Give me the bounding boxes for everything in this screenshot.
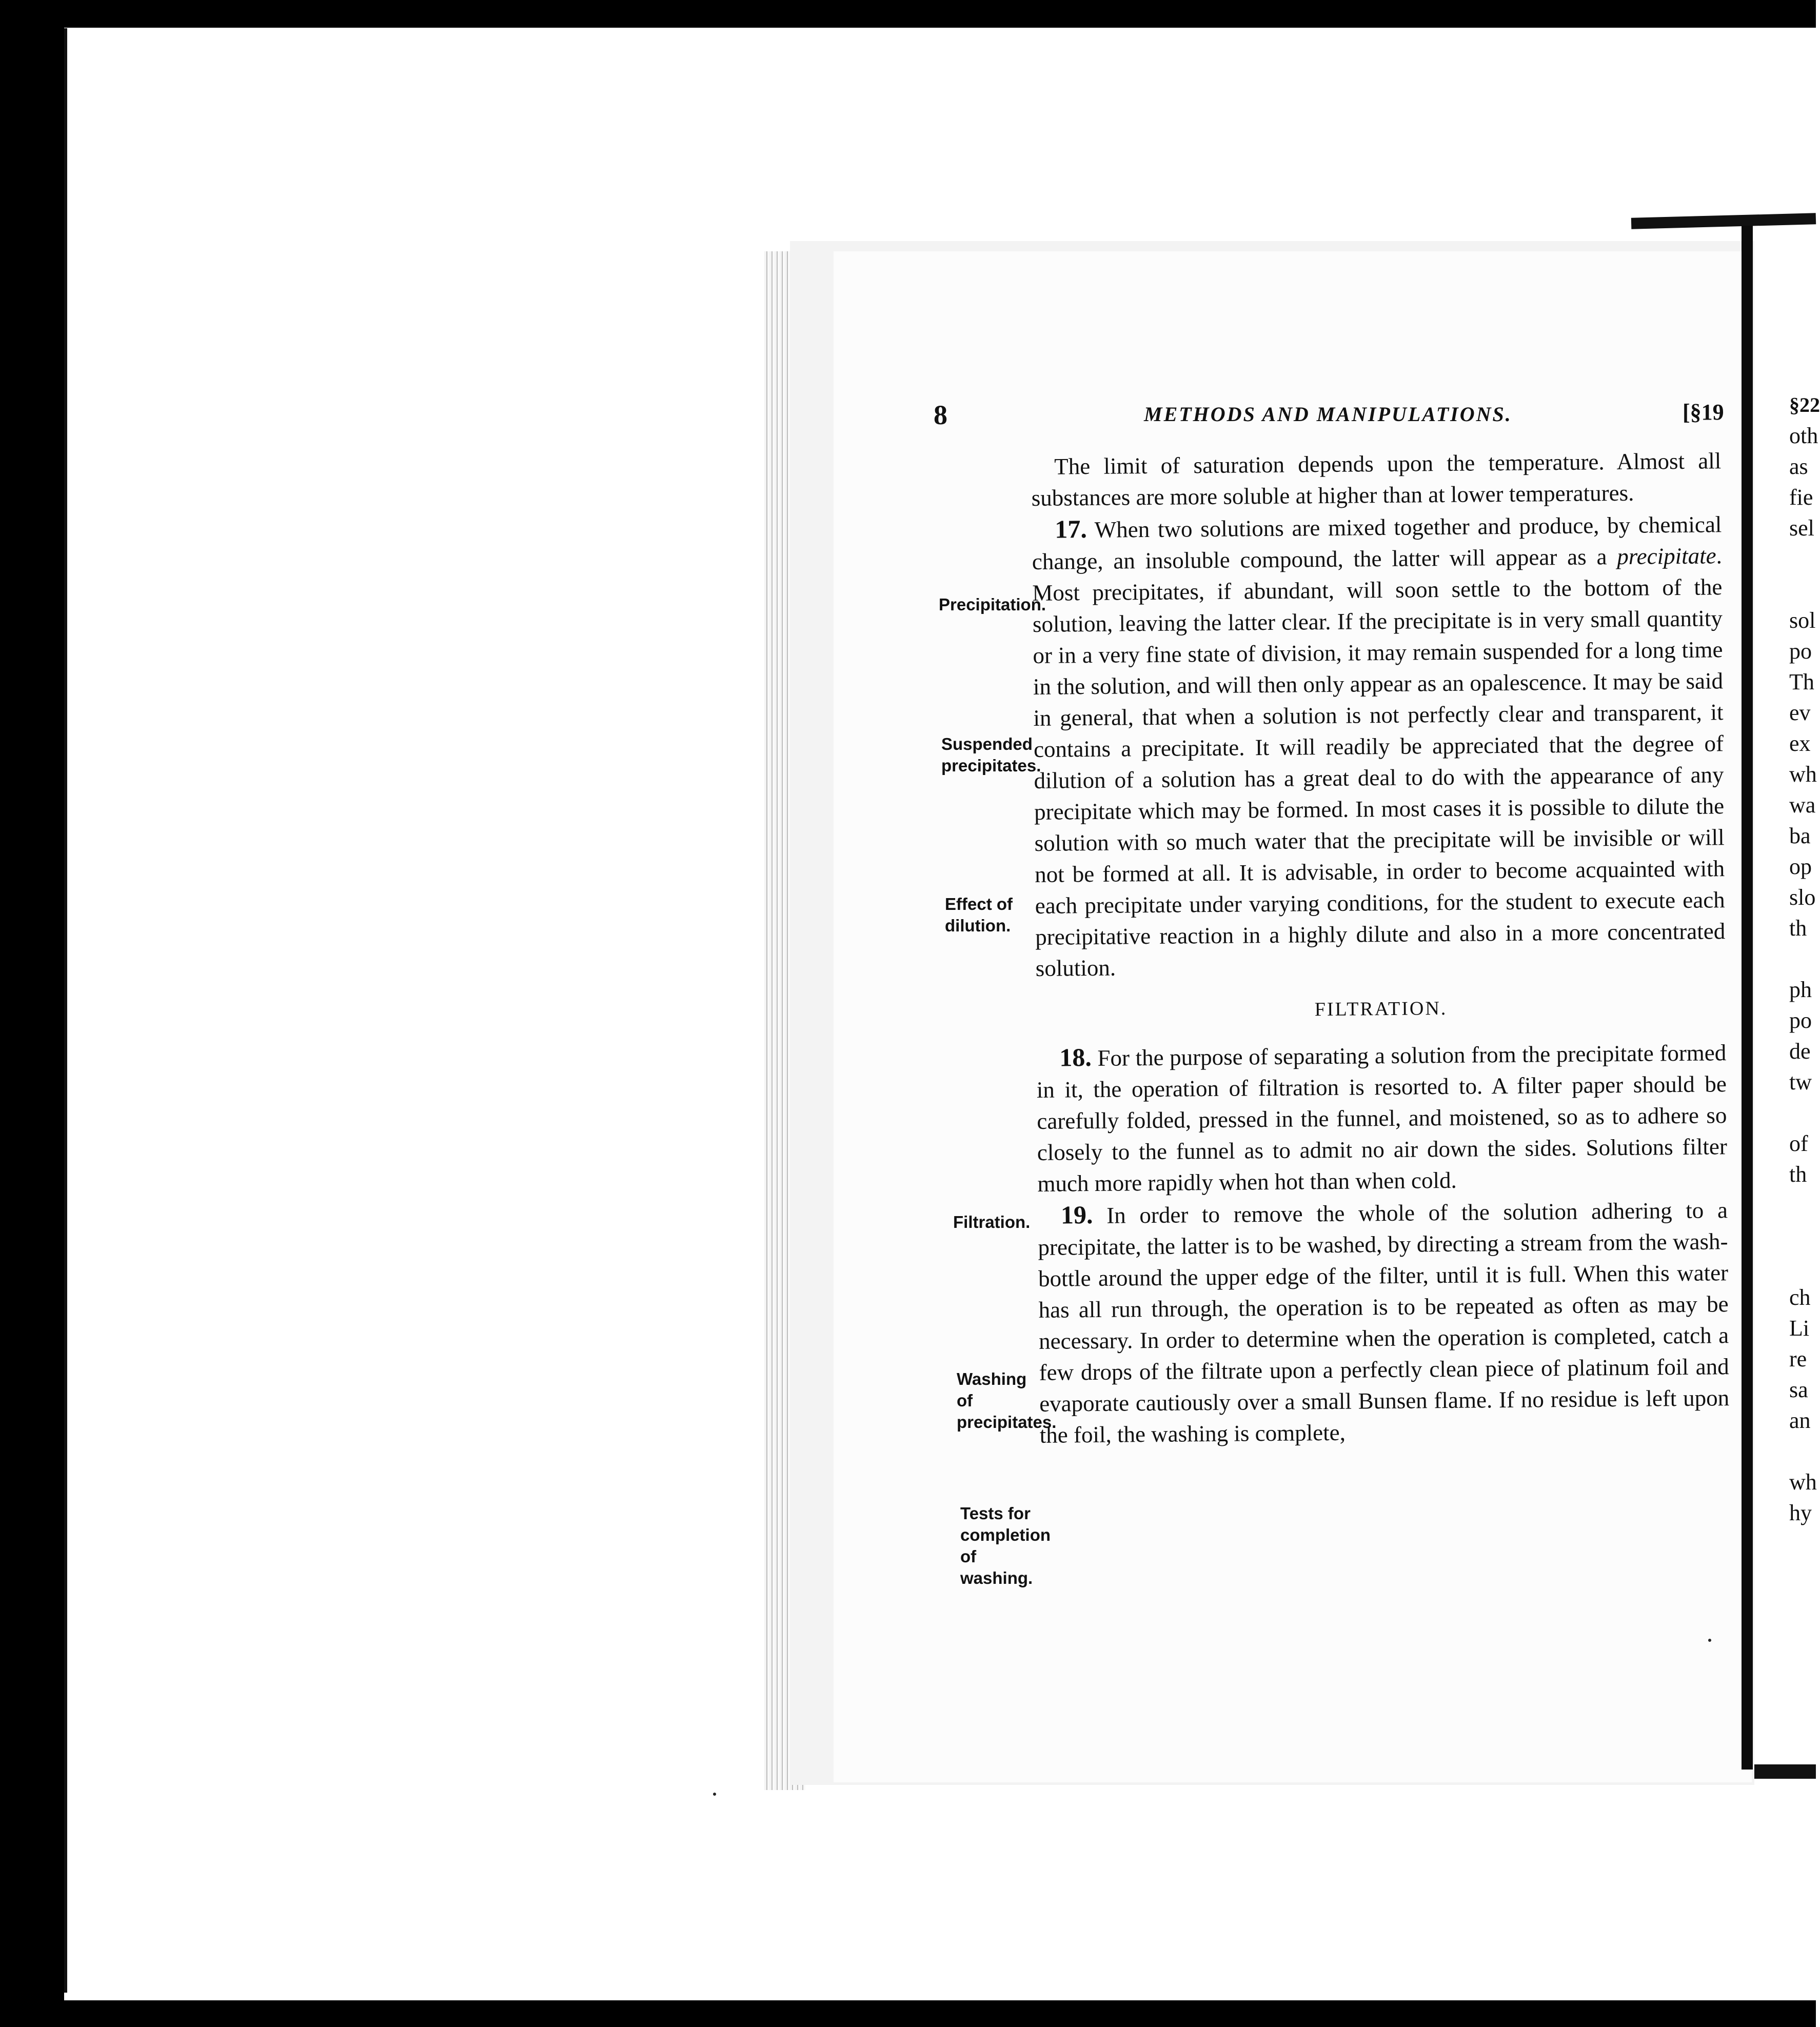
facing-page-line: sel	[1789, 515, 1814, 541]
margin-note-washing: Washing of precipitates.	[957, 1369, 1057, 1432]
section-heading: FILTRATION.	[1314, 997, 1448, 1021]
facing-page-line: re	[1789, 1346, 1807, 1372]
facing-page-line: wa	[1789, 792, 1816, 818]
paragraph-number: 19.	[1060, 1200, 1093, 1229]
facing-page-line: ph	[1789, 977, 1812, 1002]
margin-note-suspended: Suspended precipitates.	[941, 734, 1041, 775]
page-number: 8	[934, 400, 947, 430]
facing-page-line: wh	[1789, 1469, 1817, 1495]
facing-page-line	[1789, 574, 1820, 605]
facing-page-line: Th	[1789, 669, 1814, 694]
facing-page-line: ch	[1789, 1285, 1811, 1310]
facing-page-line: th	[1789, 1162, 1807, 1187]
facing-page-line: ba	[1789, 823, 1811, 848]
paragraph-text: For the purpose of separating a solution from the precipitate formed in it, the operation of filtration is resorted to. A filter paper should be carefully folded, pressed in the funnel, and moistened, so as to adhere so closely to the funnel as to admit no air down the sides. Solutions filter much more rapidly when hot than when cold.	[1036, 1040, 1728, 1197]
margin-note-filtration: Filtration.	[953, 1213, 1031, 1231]
paragraph-18	[1036, 1036, 1728, 1200]
scan-border-bottom	[0, 2000, 1816, 2027]
margin-note-dilution: Effect of dilution.	[945, 895, 1013, 935]
facing-page-line: sol	[1789, 608, 1816, 633]
paragraph-16-continuation: The limit of saturation depends upon the temperature. Almost all substances are more soluble at higher than at lower temperatures.	[1031, 448, 1722, 511]
facing-page-line: oth	[1789, 423, 1818, 448]
speck	[1708, 1639, 1711, 1642]
speck	[713, 1793, 716, 1796]
facing-page-line: fie	[1789, 485, 1813, 510]
facing-page-fragments	[1789, 421, 1820, 1528]
section-reference: [§19	[1683, 400, 1724, 425]
facing-page-line	[1789, 1190, 1820, 1221]
facing-page-line	[1789, 544, 1820, 574]
scan-border-left-inner	[64, 28, 76, 1993]
facing-page-line: po	[1789, 639, 1812, 664]
facing-page-text	[1789, 390, 1820, 1528]
running-head: METHODS AND MANIPULATIONS.	[1144, 403, 1512, 426]
facing-page-line: ex	[1789, 731, 1811, 756]
facing-section-ref: §22	[1789, 393, 1820, 416]
facing-page-line	[1789, 1251, 1820, 1282]
facing-page-line	[1789, 1436, 1820, 1467]
margin-note-precipitation: Precipitation.	[939, 595, 1046, 614]
scan-border-top-inner	[64, 11, 1816, 28]
facing-page-line: de	[1789, 1039, 1811, 1064]
book-gutter	[1742, 226, 1753, 1770]
facing-page-line: Li	[1789, 1316, 1810, 1341]
paragraph-text: When two solutions are mixed together and produce, by chemical change, an insoluble compound, the latter will appear as a	[1032, 511, 1722, 574]
page-header	[934, 399, 1724, 435]
facing-page-line: op	[1789, 854, 1812, 879]
facing-page-line: th	[1789, 916, 1807, 941]
facing-page-line	[1789, 1098, 1820, 1128]
facing-page-line: po	[1789, 1008, 1812, 1033]
facing-page-line: tw	[1789, 1069, 1812, 1095]
body-text	[1031, 445, 1730, 1451]
facing-page-bottom-edge	[1754, 1764, 1816, 1779]
facing-page-line: wh	[1789, 762, 1817, 787]
facing-page-line	[1789, 1221, 1820, 1251]
paragraph-number: 17.	[1055, 514, 1087, 544]
paragraph-19	[1038, 1194, 1730, 1451]
margin-note-tests: Tests for completion of washing.	[960, 1504, 1051, 1587]
facing-page-line: ev	[1789, 700, 1811, 725]
facing-page-line: slo	[1789, 885, 1816, 910]
facing-page-line: an	[1789, 1408, 1811, 1433]
facing-page-line: as	[1789, 454, 1808, 479]
paragraph-text: In order to remove the whole of the solution adhering to a precipitate, the latter is to be washed, by directing a stream from the wash-bottle around the upper edge of the filter, until it is full. When this water has all run through, the operation is to be repeated as often as may be necessary. In order to determine when the operation is completed, catch a few drops of the filtrate upon a perfectly clean piece of platinum foil and evaporate cautiously over a small Bunsen flame. If no residue is left upon the foil, the washing is complete,	[1038, 1197, 1730, 1448]
paragraph-17	[1032, 508, 1726, 984]
facing-page-line	[1789, 944, 1820, 975]
facing-page-line: sa	[1789, 1377, 1808, 1402]
paragraph-text: . Most precipitates, if abundant, will soon settle to the bottom of the solution, leaving the latter clear. If the precipitate is in very small quantity or in a very fine state of division, it may remain suspended for a long time in the solution, and will then only appear as an opalescence. It may be said in general, that when a solution is not perfectly clear and transparent, it contains a precipitate. It will readily be appreciated that the degree of dilution of a solution has a great deal to do with the appearance of any precipitate which may be formed. In most cases it is possible to dilute the solution with so much water that the precipitate will be invisible or will not be formed at all. It is advisable, in order to become acquainted with each precipitate under varying conditions, for the student to execute each precipitative reaction in a highly dilute and also in a more concentrated solution.	[1032, 543, 1726, 981]
paragraph-number: 18.	[1059, 1043, 1092, 1072]
scan-border-top	[0, 0, 1816, 11]
italic-term: precipitate	[1617, 543, 1716, 570]
scan-border-left	[0, 0, 64, 2027]
facing-page-line: hy	[1789, 1500, 1812, 1525]
facing-page-line: of	[1789, 1131, 1808, 1156]
